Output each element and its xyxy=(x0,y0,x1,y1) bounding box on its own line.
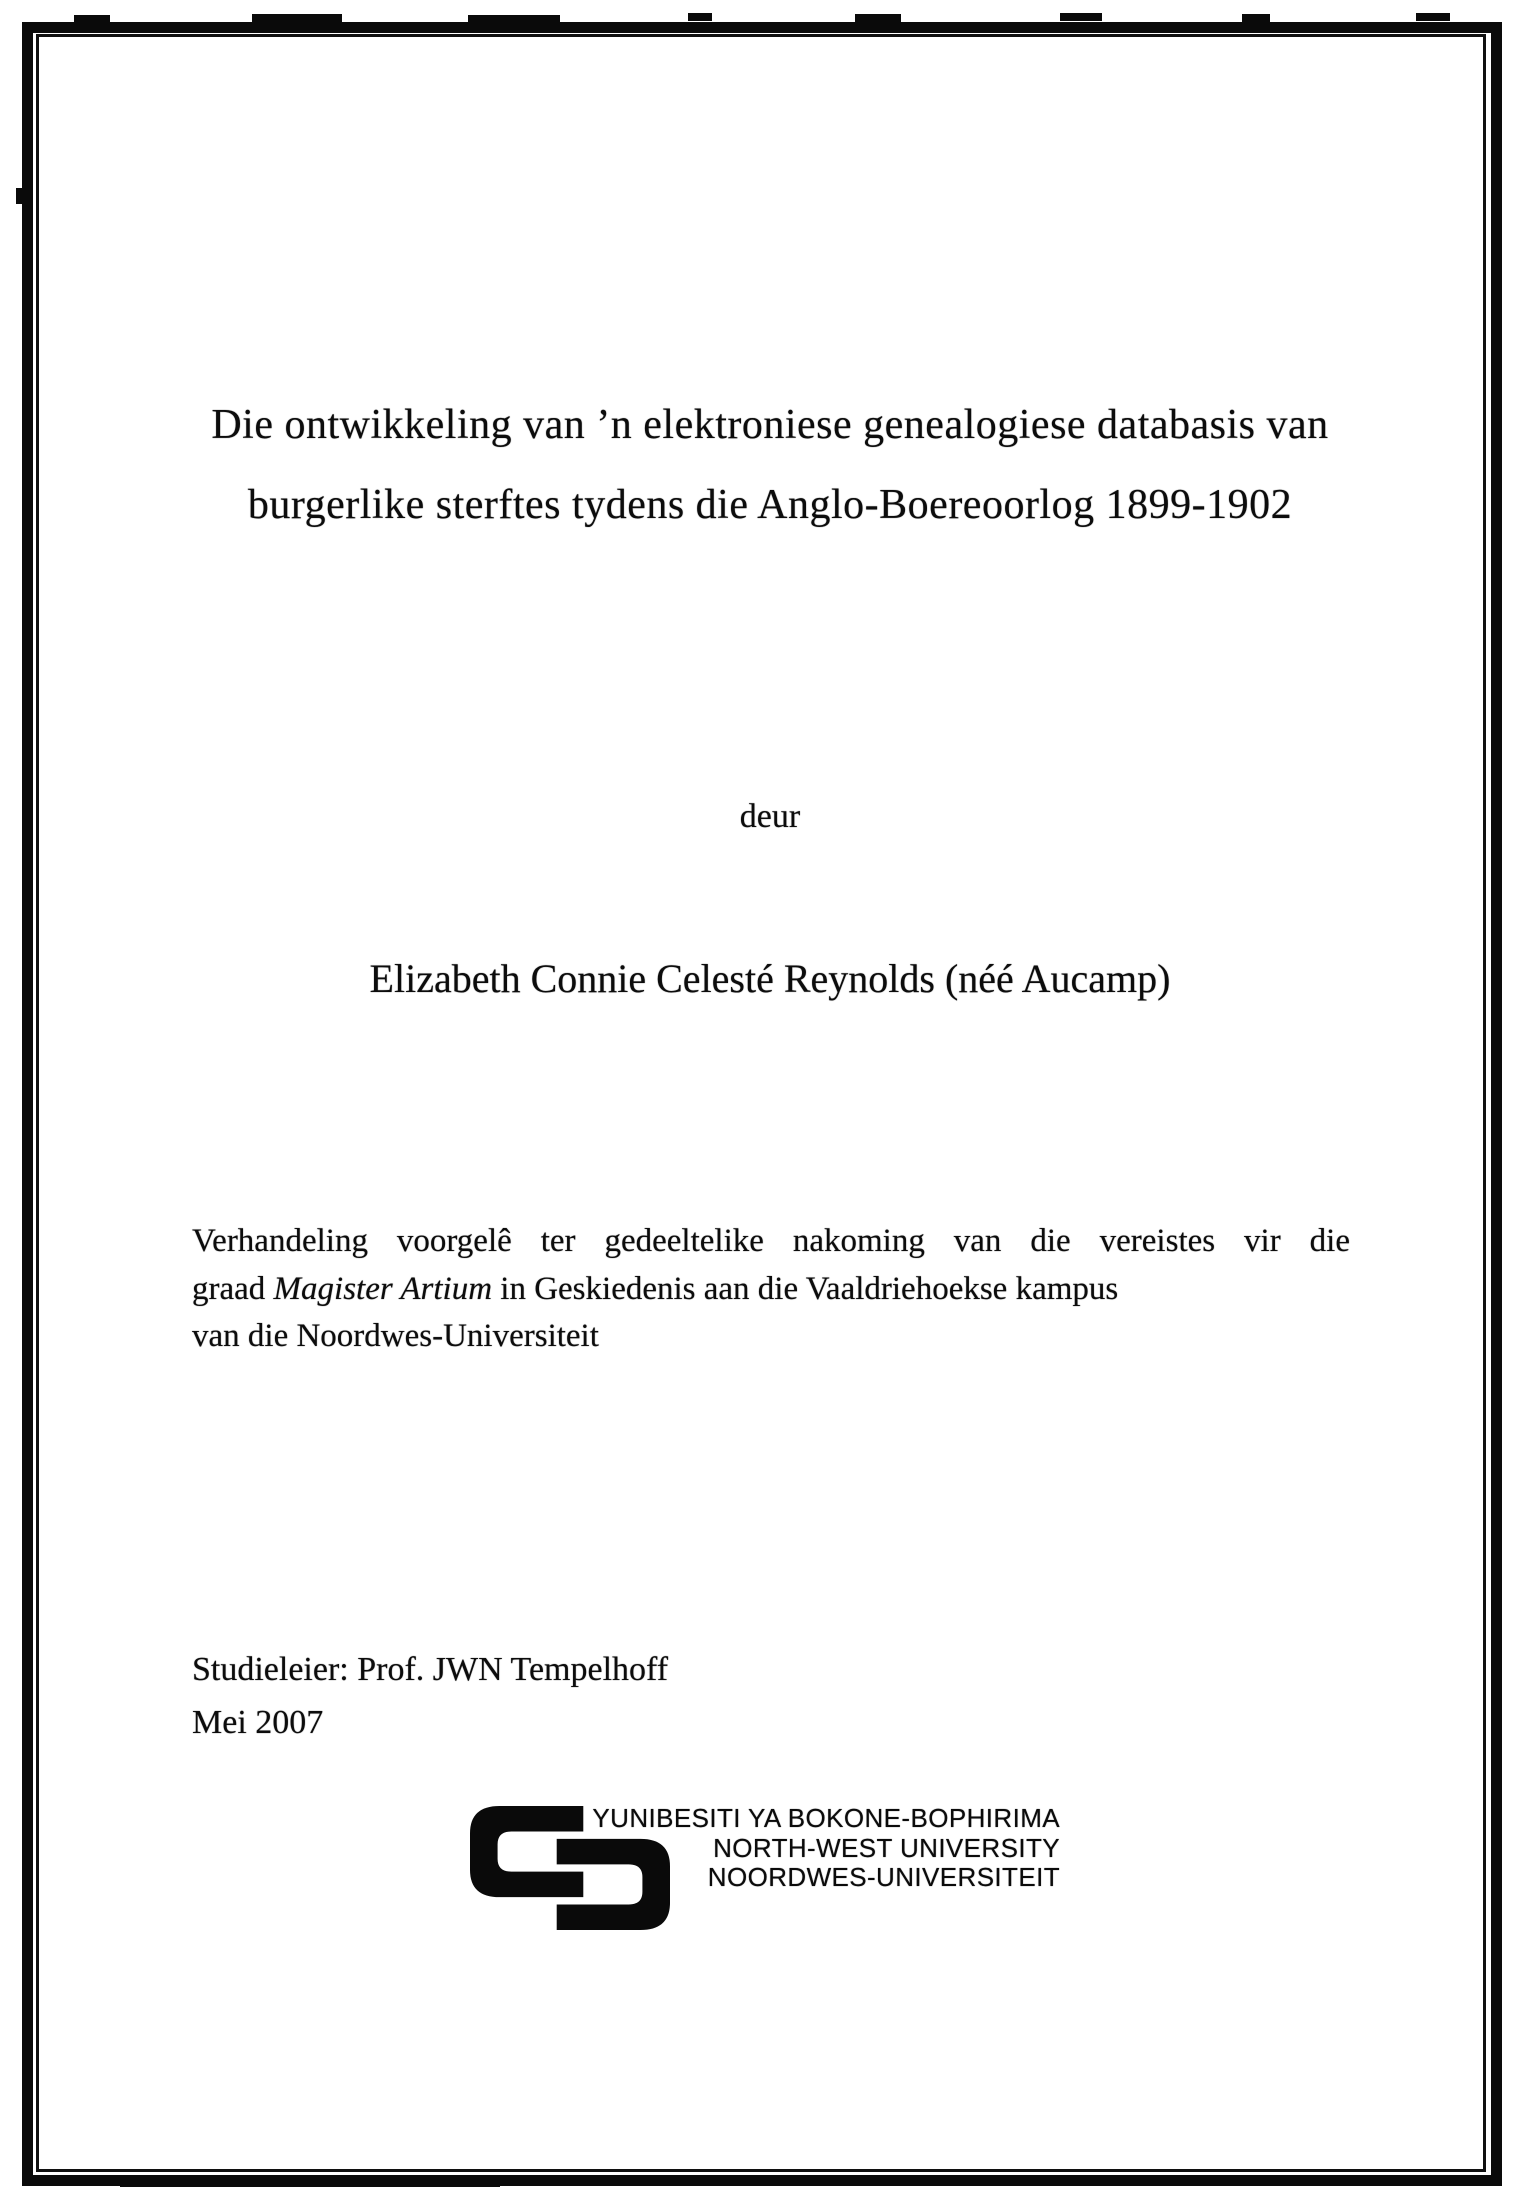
statement-degree-name: Magister Artium xyxy=(273,1270,493,1307)
title-line-2: burgerlike sterftes tydens die Anglo-Boereoorlog 1899-1902 xyxy=(247,482,1293,528)
title-line-1: Die ontwikkeling van ’n elektroniese genealogiese databasis van xyxy=(211,402,1329,448)
logo-line-afrikaans: NOORDWES-UNIVERSITEIT xyxy=(707,1862,1060,1892)
supervisor-line: Studieleier: Prof. JWN Tempelhoff xyxy=(192,1651,669,1688)
author-name: Elizabeth Connie Celesté Reynolds (néé Aucamp) xyxy=(369,956,1171,1001)
degree-statement xyxy=(192,1218,1350,1361)
date-line: Mei 2007 xyxy=(192,1704,324,1741)
supervisor-block xyxy=(192,1643,668,1749)
statement-line-2-post: in Geskiedenis aan die Vaaldriehoekse kampus xyxy=(492,1270,1119,1307)
statement-line-3: van die Noordwes-Universiteit xyxy=(192,1318,599,1354)
university-logo-text xyxy=(590,1804,1060,1893)
statement-line-1: Verhandeling voorgelê ter gedeeltelike nakoming van die vereistes vir die xyxy=(192,1223,1350,1259)
logo-line-english: NORTH-WEST UNIVERSITY xyxy=(713,1832,1060,1863)
thesis-title xyxy=(20,385,1520,545)
scan-artifact xyxy=(1416,13,1450,21)
scan-artifact xyxy=(855,14,901,22)
byline-label: deur xyxy=(739,798,801,835)
statement-line-2-pre: graad xyxy=(192,1270,274,1307)
scan-artifact xyxy=(688,13,712,21)
scan-artifact xyxy=(1242,14,1270,22)
scan-artifact xyxy=(252,14,342,22)
logo-line-setswana: YUNIBESITI YA BOKONE-BOPHIRIMA xyxy=(592,1803,1060,1833)
scan-artifact xyxy=(1060,13,1102,21)
statement-line-2 xyxy=(192,1266,1350,1314)
